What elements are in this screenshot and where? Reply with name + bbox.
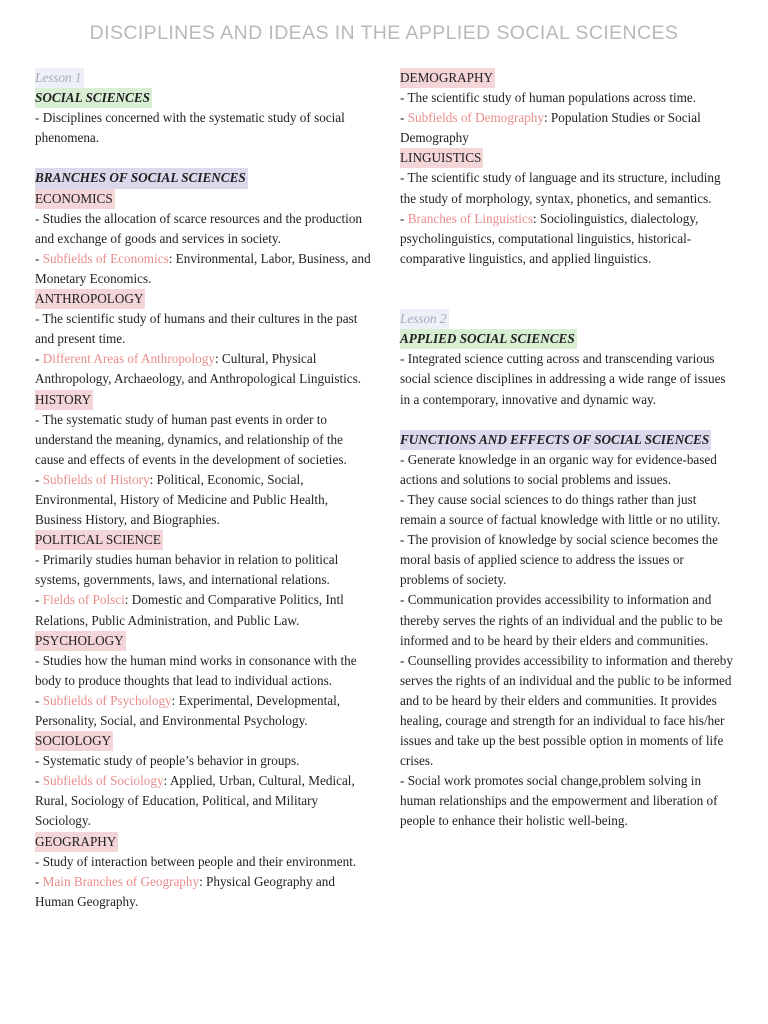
social-sciences-heading: SOCIAL SCIENCES — [35, 88, 152, 108]
lesson-1-label: Lesson 1 — [35, 68, 84, 88]
history-subfields: - Subfields of History: Political, Economic, Social, Environmental, History of Medicine and Public Health, Business History, and Biographies. — [35, 471, 328, 528]
political-science-fields: - Fields of Polsci: Domestic and Comparative Politics, Intl Relations, Public Administration, and Public Law. — [35, 592, 344, 628]
sociology-subfields-label: Subfields of Sociology — [42, 773, 164, 789]
function-item: - Counselling provides accessibility to information and thereby serves the rights of an individual and the public to be informed and to be heard by their elders and communities. It provides healing, courage and strength for an individual to face his/her issues and take up the best possible option in moments of life crises. — [400, 652, 733, 769]
economics-definition: - Studies the allocation of scarce resources and the production and exchange of goods and services in society. — [35, 210, 363, 246]
function-item: - Social work promotes social change,problem solving in human relationships and the empowerment and liberation of people to enhance their holistic well-being. — [400, 773, 718, 829]
lesson-2-label: Lesson 2 — [400, 309, 449, 329]
psychology-subfields: - Subfields of Psychology: Experimental, Developmental, Personality, Social, and Environmental Psychology. — [35, 692, 341, 728]
anthropology-areas: - Different Areas of Anthropology: Cultural, Physical Anthropology, Archaeology, and Anthropological Linguistics. — [35, 351, 362, 387]
linguistics-branches-items: : Sociolinguistics, dialectology, psycholinguistics, computational linguistics, historical-comparative linguistics, and applied linguistics. — [400, 210, 699, 266]
history-heading: HISTORY — [35, 390, 93, 410]
applied-social-sciences-definition: - Integrated science cutting across and transcending various social science disciplines in addressing a wide range of issues in a contemporary, innovative and dynamic way. — [400, 351, 726, 407]
function-item: - They cause social sciences to do things rather than just remain a source of factual knowledge with little or no utility. — [400, 491, 721, 528]
left-column — [35, 68, 371, 912]
political-science-heading: POLITICAL SCIENCE — [35, 530, 163, 550]
psychology-definition: - Studies how the human mind works in consonance with the body to produce thoughts that lead to individual actions. — [35, 652, 357, 688]
linguistics-branches: - Branches of Linguistics: Sociolinguistics, dialectology, psycholinguistics, computational linguistics, historical-comparative linguistics, and applied linguistics. — [400, 210, 699, 266]
anthropology-areas-items: : Cultural, Physical Anthropology, Archaeology, and Anthropological Linguistics. — [35, 351, 362, 387]
page-title: DISCIPLINES AND IDEAS IN THE APPLIED SOCIAL SCIENCES — [89, 22, 679, 44]
demography-subfields-label: Subfields of Demography — [407, 110, 544, 126]
demography-subfields-items: : Population Studies or Social Demography — [400, 110, 701, 146]
right-column — [400, 68, 736, 832]
functions-heading: FUNCTIONS AND EFFECTS OF SOCIAL SCIENCES — [400, 430, 711, 450]
geography-branches: - Main Branches of Geography: Physical Geography and Human Geography. — [35, 873, 335, 909]
linguistics-heading: LINGUISTICS — [400, 148, 483, 168]
political-science-definition: - Primarily studies human behavior in relation to political systems, governments, laws, and international relations. — [35, 552, 339, 588]
sociology-definition: - Systematic study of people’s behavior in groups. — [35, 753, 300, 769]
history-subfields-label: Subfields of History — [42, 471, 150, 487]
sociology-subfields-items: : Applied, Urban, Cultural, Medical, Rural, Sociology of Education, Political, and Military Sociology. — [35, 773, 355, 829]
economics-subfields: - Subfields of Economics: Environmental, Labor, Business, and Monetary Economics. — [35, 250, 371, 286]
economics-subfields-items: : Environmental, Labor, Business, and Monetary Economics. — [35, 250, 371, 286]
anthropology-areas-label: Different Areas of Anthropology — [42, 351, 215, 367]
function-item: - The provision of knowledge by social science becomes the moral basis of applied science to address the issues or problems of society. — [400, 532, 718, 588]
geography-branches-items: : Physical Geography and Human Geography. — [35, 873, 335, 909]
function-item: - Generate knowledge in an organic way for evidence-based actions and solutions to social problems and issues. — [400, 451, 717, 487]
economics-subfields-label: Subfields of Economics — [42, 250, 169, 266]
demography-definition: - The scientific study of human populations across time. — [400, 90, 697, 106]
anthropology-definition: - The scientific study of humans and their cultures in the past and present time. — [35, 311, 358, 347]
linguistics-definition: - The scientific study of language and its structure, including the study of morphology, syntax, phonetics, and semantics. — [400, 170, 721, 206]
psychology-subfields-label: Subfields of Psychology — [42, 692, 172, 708]
linguistics-branches-label: Branches of Linguistics — [407, 210, 533, 226]
geography-branches-label: Main Branches of Geography — [42, 873, 200, 889]
geography-definition: - Study of interaction between people and their environment. — [35, 853, 357, 869]
economics-heading: ECONOMICS — [35, 189, 115, 209]
demography-subfields: - Subfields of Demography: Population Studies or Social Demography — [400, 110, 701, 146]
demography-heading: DEMOGRAPHY — [400, 68, 495, 88]
function-item: - Communication provides accessibility to information and thereby serves the rights of an individual and the public to be informed and to be heard by their elders and communities. — [400, 592, 723, 648]
psychology-heading: PSYCHOLOGY — [35, 631, 126, 651]
sociology-subfields: - Subfields of Sociology: Applied, Urban, Cultural, Medical, Rural, Sociology of Education, Political, and Military Sociology. — [35, 773, 355, 829]
sociology-heading: SOCIOLOGY — [35, 731, 113, 751]
branches-heading: BRANCHES OF SOCIAL SCIENCES — [35, 168, 248, 188]
psychology-subfields-items: : Experimental, Developmental, Personality, Social, and Environmental Psychology. — [35, 692, 341, 728]
applied-social-sciences-heading: APPLIED SOCIAL SCIENCES — [400, 329, 577, 349]
anthropology-heading: ANTHROPOLOGY — [35, 289, 145, 309]
history-subfields-items: : Political, Economic, Social, Environmental, History of Medicine and Public Health, Business History, and Biographies. — [35, 471, 328, 528]
political-science-fields-label: Fields of Polsci — [42, 592, 125, 608]
political-science-fields-items: : Domestic and Comparative Politics, Intl Relations, Public Administration, and Public Law. — [35, 592, 344, 628]
social-sciences-definition: - Disciplines concerned with the systematic study of social phenomena. — [35, 110, 345, 146]
history-definition: - The systematic study of human past events in order to understand the meaning, dynamics, and relationship of the cause and effects of events in the development of societies. — [35, 411, 347, 467]
geography-heading: GEOGRAPHY — [35, 832, 118, 852]
